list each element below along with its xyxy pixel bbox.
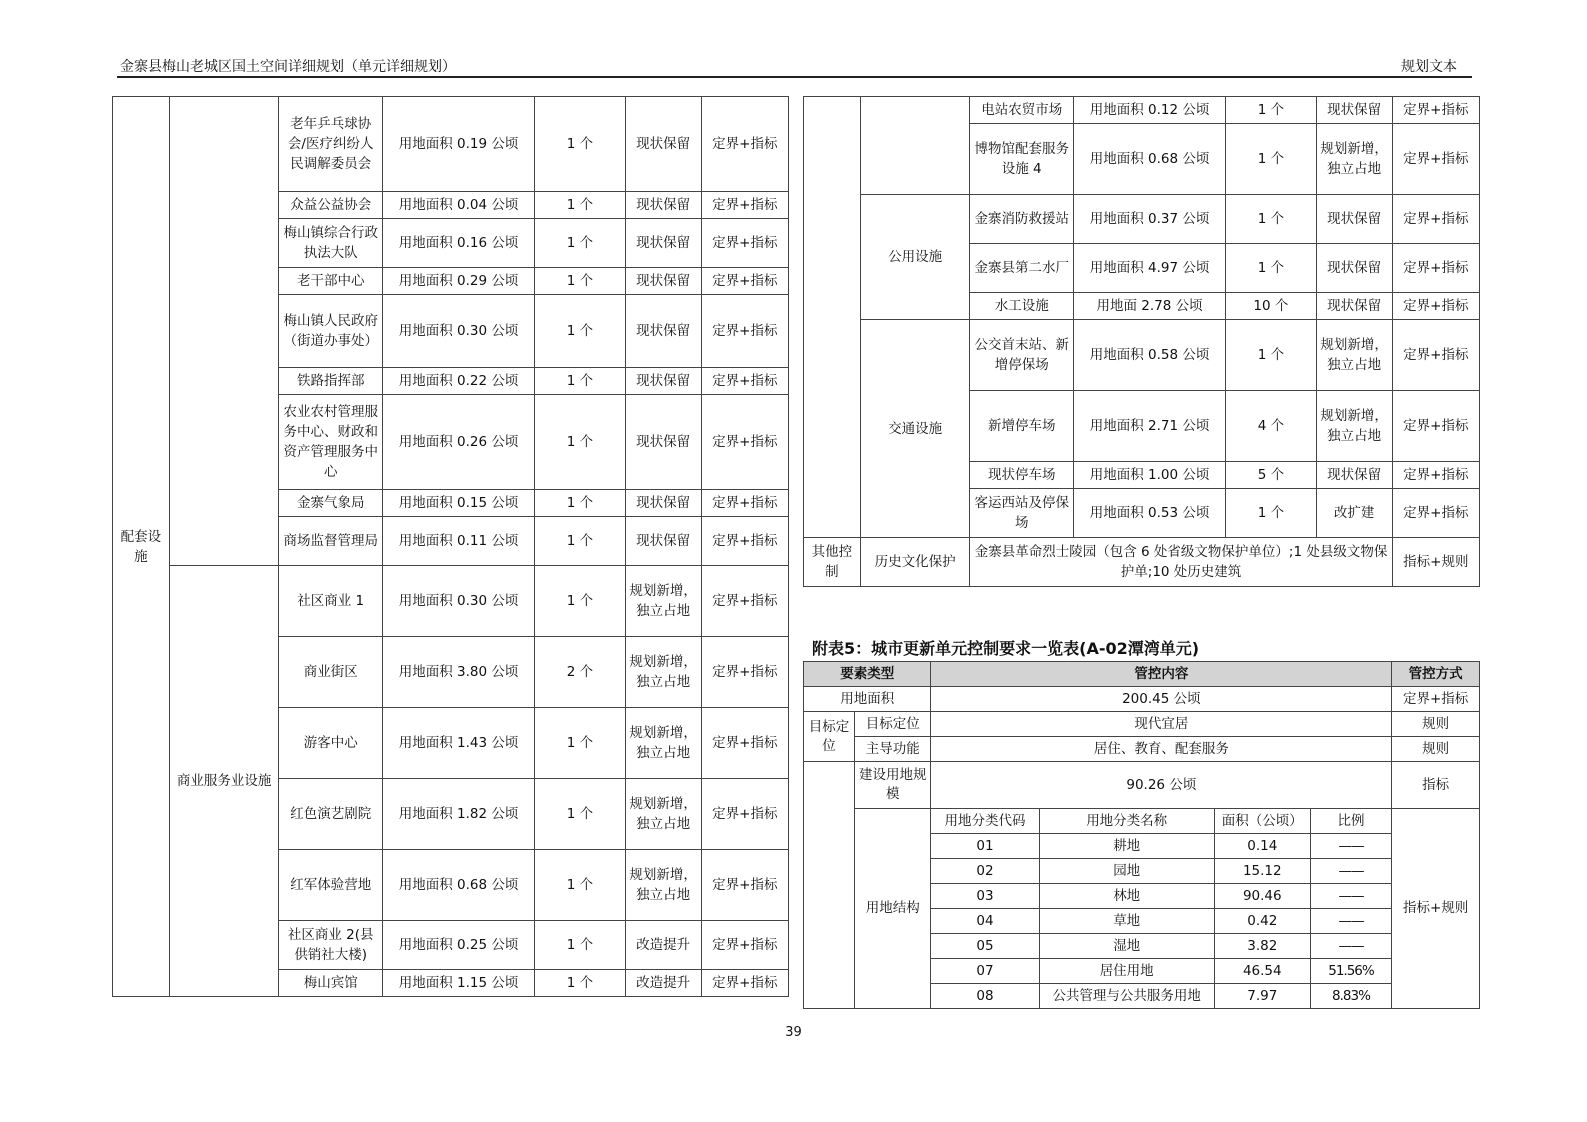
facility-count: 1 个: [535, 368, 625, 395]
facility-control: 定界+指标: [1392, 462, 1479, 489]
facility-status: 规划新增，独立占地: [1316, 391, 1392, 462]
function-value: 居住、教育、配套服务: [931, 737, 1392, 762]
land-code: 01: [931, 834, 1039, 859]
facility-area: 用地面积 1.15 公顷: [382, 970, 534, 997]
facility-count: 1 个: [1226, 244, 1316, 293]
table-row: [804, 195, 1480, 244]
facility-control: 定界+指标: [701, 490, 788, 517]
land-ratio: ——: [1310, 884, 1392, 909]
land-name: 耕地: [1039, 834, 1214, 859]
facility-status: 改造提升: [625, 921, 701, 970]
facility-control: 定界+指标: [1392, 244, 1479, 293]
function-method: 规则: [1392, 737, 1480, 762]
facility-area: 用地面积 0.16 公顷: [382, 219, 534, 268]
land-structure-method: 指标+规则: [1392, 809, 1480, 1009]
facility-control: 定界+指标: [701, 268, 788, 295]
table-row: [113, 566, 789, 637]
land-ratio: 51.56%: [1310, 959, 1392, 984]
facility-count: 1 个: [535, 268, 625, 295]
renewal-control-table: [803, 661, 1480, 1009]
build-scale-method: 指标: [1392, 762, 1480, 809]
facility-control: 定界+指标: [701, 850, 788, 921]
document-title: 金寨县梅山老城区国土空间详细规划（单元详细规划）: [120, 59, 456, 75]
facility-status: 现状保留: [625, 295, 701, 368]
facility-status: 现状保留: [1316, 244, 1392, 293]
land-structure-col-header: 面积（公顷）: [1214, 809, 1310, 834]
facility-control: 定界+指标: [1392, 293, 1479, 320]
facility-count: 1 个: [535, 566, 625, 637]
table-row: [804, 320, 1480, 391]
facility-control: 定界+指标: [701, 779, 788, 850]
facility-area: 用地面积 3.80 公顷: [382, 637, 534, 708]
land-name: 公共管理与公共服务用地: [1039, 984, 1214, 1009]
facility-count: 1 个: [535, 395, 625, 490]
table-row: [804, 737, 1480, 762]
facility-name: 梅山镇人民政府（街道办事处）: [279, 295, 383, 368]
subgroup-label: 历史文化保护: [860, 538, 970, 587]
facility-status: 改扩建: [1316, 489, 1392, 538]
facility-status: 规划新增，独立占地: [625, 566, 701, 637]
facility-area: 用地面积 0.30 公顷: [382, 295, 534, 368]
facility-control: 指标+规则: [1392, 538, 1479, 587]
facility-name: 商场监督管理局: [279, 517, 383, 566]
facility-count: 4 个: [1226, 391, 1316, 462]
page-number: 39: [785, 1025, 802, 1040]
build-scale-label: 建设用地规模: [854, 762, 930, 809]
facility-area: 用地面积 0.25 公顷: [382, 921, 534, 970]
facilities-table-left: [112, 96, 789, 997]
land-area: 90.46: [1214, 884, 1310, 909]
facility-name: 金寨气象局: [279, 490, 383, 517]
heritage-content: 金寨县革命烈士陵园（包含 6 处省级文物保护单位）;1 处县级文物保护单;10 处历史建筑: [970, 538, 1392, 587]
facility-status: 现状保留: [625, 268, 701, 295]
facility-count: 1 个: [535, 97, 625, 192]
facility-count: 1 个: [535, 517, 625, 566]
land-area: 15.12: [1214, 859, 1310, 884]
table-row: [804, 712, 1480, 737]
facility-count: 1 个: [1226, 97, 1316, 124]
facilities-table-right: [803, 96, 1480, 587]
facility-status: 现状保留: [1316, 293, 1392, 320]
facility-count: 1 个: [535, 708, 625, 779]
facility-status: 规划新增，独立占地: [1316, 124, 1392, 195]
build-scale-value: 90.26 公顷: [931, 762, 1392, 809]
land-code: 08: [931, 984, 1039, 1009]
land-structure-col-header: 比例: [1310, 809, 1392, 834]
scale-group-empty: [804, 762, 855, 1009]
land-name: 居住用地: [1039, 959, 1214, 984]
facility-status: 规划新增，独立占地: [1316, 320, 1392, 391]
land-ratio: ——: [1310, 859, 1392, 884]
facility-name: 红色演艺剧院: [279, 779, 383, 850]
land-area: 7.97: [1214, 984, 1310, 1009]
facility-status: 现状保留: [625, 395, 701, 490]
facility-count: 1 个: [535, 850, 625, 921]
facility-count: 1 个: [1226, 320, 1316, 391]
group-label-empty: [804, 97, 861, 538]
function-label: 主导功能: [854, 737, 930, 762]
facility-name: 社区商业 1: [279, 566, 383, 637]
facility-control: 定界+指标: [701, 97, 788, 192]
land-area-method: 定界+指标: [1392, 687, 1480, 712]
land-ratio: ——: [1310, 934, 1392, 959]
facility-name: 水工设施: [970, 293, 1074, 320]
land-code: 05: [931, 934, 1039, 959]
facility-area: 用地面 2.78 公顷: [1073, 293, 1225, 320]
facility-name: 博物馆配套服务设施 4: [970, 124, 1074, 195]
target-group-label: 目标定位: [804, 712, 855, 762]
facility-status: 现状保留: [625, 517, 701, 566]
subgroup-label: 公用设施: [860, 195, 970, 320]
facility-name: 金寨县第二水厂: [970, 244, 1074, 293]
land-code: 03: [931, 884, 1039, 909]
facility-status: 现状保留: [1316, 462, 1392, 489]
facility-status: 现状保留: [625, 97, 701, 192]
land-ratio: ——: [1310, 834, 1392, 859]
facility-control: 定界+指标: [701, 295, 788, 368]
facility-count: 1 个: [535, 970, 625, 997]
header-content: 管控内容: [931, 662, 1392, 687]
facility-name: 现状停车场: [970, 462, 1074, 489]
facility-status: 现状保留: [1316, 195, 1392, 244]
facility-control: 定界+指标: [701, 395, 788, 490]
facility-control: 定界+指标: [1392, 97, 1479, 124]
land-area-label: 用地面积: [804, 687, 931, 712]
facility-area: 用地面积 0.58 公顷: [1073, 320, 1225, 391]
table-row: [804, 538, 1480, 587]
land-name: 湿地: [1039, 934, 1214, 959]
facility-status: 现状保留: [625, 192, 701, 219]
facility-area: 用地面积 0.11 公顷: [382, 517, 534, 566]
land-area: 46.54: [1214, 959, 1310, 984]
facility-status: 现状保留: [625, 368, 701, 395]
facility-status: 现状保留: [1316, 97, 1392, 124]
table-row: [113, 97, 789, 192]
facility-count: 1 个: [535, 219, 625, 268]
facility-status: 规划新增，独立占地: [625, 779, 701, 850]
positioning-value: 现代宜居: [931, 712, 1392, 737]
positioning-label: 目标定位: [854, 712, 930, 737]
facility-name: 电站农贸市场: [970, 97, 1074, 124]
header-type: 要素类型: [804, 662, 931, 687]
facility-status: 规划新增，独立占地: [625, 637, 701, 708]
facility-name: 商业街区: [279, 637, 383, 708]
facility-name: 梅山宾馆: [279, 970, 383, 997]
facility-name: 新增停车场: [970, 391, 1074, 462]
land-name: 林地: [1039, 884, 1214, 909]
facility-control: 定界+指标: [701, 637, 788, 708]
subgroup-label: 交通设施: [860, 320, 970, 538]
facility-area: 用地面积 0.04 公顷: [382, 192, 534, 219]
facility-count: 1 个: [1226, 195, 1316, 244]
facility-control: 定界+指标: [1392, 195, 1479, 244]
facility-count: 1 个: [535, 295, 625, 368]
facility-count: 2 个: [535, 637, 625, 708]
facility-name: 老年乒乓球协会/医疗纠纷人民调解委员会: [279, 97, 383, 192]
appendix-title: 附表5：城市更新单元控制要求一览表(A-02潭湾单元): [812, 639, 1200, 658]
facility-area: 用地面积 0.12 公顷: [1073, 97, 1225, 124]
land-structure-col-header: 用地分类名称: [1039, 809, 1214, 834]
land-code: 07: [931, 959, 1039, 984]
facility-control: 定界+指标: [701, 219, 788, 268]
facility-area: 用地面积 0.30 公顷: [382, 566, 534, 637]
land-ratio: ——: [1310, 909, 1392, 934]
facility-count: 1 个: [535, 192, 625, 219]
facility-name: 公交首末站、新增停保场: [970, 320, 1074, 391]
group-label: 配套设施: [113, 97, 170, 997]
facility-control: 定界+指标: [1392, 124, 1479, 195]
table-row: [804, 662, 1480, 687]
facility-area: 用地面积 0.19 公顷: [382, 97, 534, 192]
facility-area: 用地面积 0.29 公顷: [382, 268, 534, 295]
land-structure-label: 用地结构: [854, 809, 930, 1009]
facility-status: 现状保留: [625, 490, 701, 517]
facility-name: 铁路指挥部: [279, 368, 383, 395]
facility-area: 用地面积 2.71 公顷: [1073, 391, 1225, 462]
table-row: [804, 762, 1480, 809]
land-area-value: 200.45 公顷: [931, 687, 1392, 712]
subgroup-label-empty: [860, 97, 970, 195]
facility-control: 定界+指标: [701, 517, 788, 566]
table-row: [804, 97, 1480, 124]
land-structure-col-header: 用地分类代码: [931, 809, 1039, 834]
table-row: [804, 809, 1480, 834]
land-name: 草地: [1039, 909, 1214, 934]
facility-name: 客运西站及停保场: [970, 489, 1074, 538]
facility-control: 定界+指标: [701, 970, 788, 997]
facility-count: 10 个: [1226, 293, 1316, 320]
facility-count: 5 个: [1226, 462, 1316, 489]
facility-control: 定界+指标: [1392, 391, 1479, 462]
facility-name: 老干部中心: [279, 268, 383, 295]
land-area: 3.82: [1214, 934, 1310, 959]
facility-control: 定界+指标: [701, 566, 788, 637]
land-area: 0.42: [1214, 909, 1310, 934]
facility-area: 用地面积 0.22 公顷: [382, 368, 534, 395]
land-code: 04: [931, 909, 1039, 934]
facility-control: 定界+指标: [1392, 320, 1479, 391]
facility-area: 用地面积 0.68 公顷: [1073, 124, 1225, 195]
facility-count: 1 个: [1226, 124, 1316, 195]
land-name: 园地: [1039, 859, 1214, 884]
facility-name: 梅山镇综合行政执法大队: [279, 219, 383, 268]
table-row: [804, 687, 1480, 712]
facility-area: 用地面积 1.82 公顷: [382, 779, 534, 850]
facility-count: 1 个: [535, 921, 625, 970]
facility-control: 定界+指标: [701, 192, 788, 219]
group-label: 其他控制: [804, 538, 861, 587]
subgroup-label: 商业服务业设施: [169, 566, 279, 997]
facility-status: 现状保留: [625, 219, 701, 268]
facility-area: 用地面积 0.53 公顷: [1073, 489, 1225, 538]
header-method: 管控方式: [1392, 662, 1480, 687]
facility-status: 规划新增，独立占地: [625, 850, 701, 921]
facility-control: 定界+指标: [701, 708, 788, 779]
facility-control: 定界+指标: [1392, 489, 1479, 538]
header-divider: [117, 76, 1472, 78]
subgroup-label-empty: [169, 97, 279, 566]
facility-name: 农业农村管理服务中心、财政和资产管理服务中心: [279, 395, 383, 490]
facility-control: 定界+指标: [701, 368, 788, 395]
facility-control: 定界+指标: [701, 921, 788, 970]
facility-area: 用地面积 0.26 公顷: [382, 395, 534, 490]
facility-area: 用地面积 4.97 公顷: [1073, 244, 1225, 293]
facility-name: 红军体验营地: [279, 850, 383, 921]
facility-count: 1 个: [535, 490, 625, 517]
facility-name: 金寨消防救援站: [970, 195, 1074, 244]
facility-count: 1 个: [1226, 489, 1316, 538]
land-code: 02: [931, 859, 1039, 884]
facility-name: 社区商业 2(县供销社大楼): [279, 921, 383, 970]
land-ratio: 8.83%: [1310, 984, 1392, 1009]
facility-area: 用地面积 0.68 公顷: [382, 850, 534, 921]
facility-area: 用地面积 1.00 公顷: [1073, 462, 1225, 489]
facility-area: 用地面积 1.43 公顷: [382, 708, 534, 779]
land-area: 0.14: [1214, 834, 1310, 859]
facility-area: 用地面积 0.15 公顷: [382, 490, 534, 517]
facility-count: 1 个: [535, 779, 625, 850]
document-type: 规划文本: [1401, 59, 1457, 75]
facility-status: 规划新增，独立占地: [625, 708, 701, 779]
facility-area: 用地面积 0.37 公顷: [1073, 195, 1225, 244]
facility-name: 众益公益协会: [279, 192, 383, 219]
positioning-method: 规则: [1392, 712, 1480, 737]
facility-status: 改造提升: [625, 970, 701, 997]
facility-name: 游客中心: [279, 708, 383, 779]
